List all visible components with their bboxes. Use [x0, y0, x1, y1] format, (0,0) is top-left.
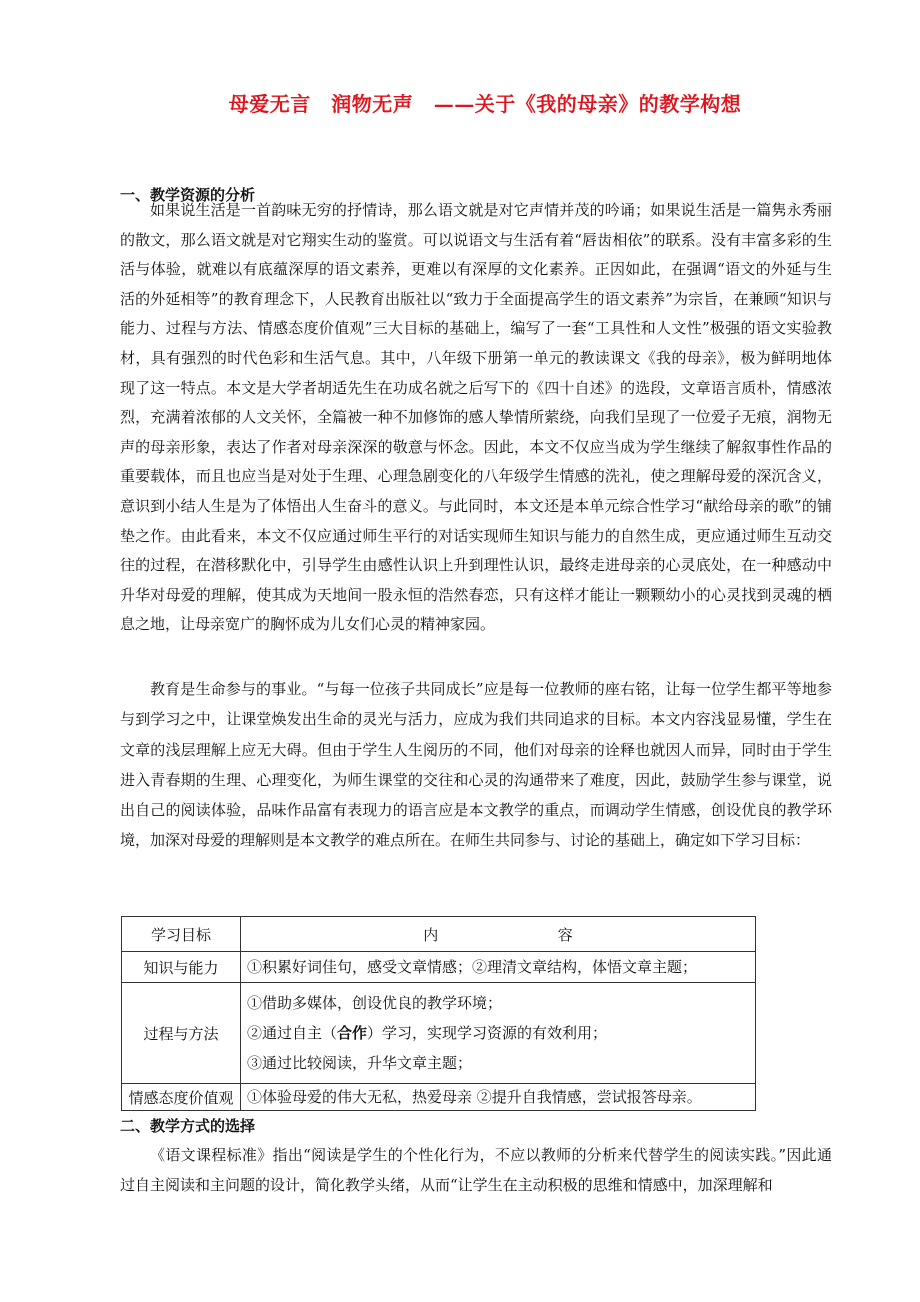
table-header-row — [122, 917, 756, 952]
header-content-char-1: 内 — [423, 925, 439, 944]
row-content-line: ①积累好词佳句，感受文章情感；②理清文章结构，体悟文章主题； — [247, 958, 698, 976]
row-label: 情感态度价值观 — [122, 1084, 241, 1111]
row-content-line: ①借助多媒体，创设优良的教学环境； — [247, 994, 503, 1012]
row-content — [241, 1084, 756, 1111]
row-content-line: ①体验母爱的伟大无私，热爱母亲 ②提升自我情感，尝试报答母亲。 — [247, 1088, 702, 1106]
row-content-line — [247, 1018, 749, 1048]
section2-paragraph1: 《语文课程标准》指出“阅读是学生的个性化行为，不应以教师的分析来代替学生的阅读实践。”因此通过自主阅读和主问题的设计，简化教学头绪，从而“让学生在主动积极的思维和情感中，加深理解和 — [120, 1146, 832, 1194]
row-content-text: ②通过自主（ — [247, 1024, 338, 1042]
section2-heading: 二、教学方式的选择 — [120, 1117, 256, 1135]
learning-goals-table — [121, 916, 756, 1111]
table-row — [122, 1084, 756, 1111]
section1-heading: 一、教学资源的分析 — [120, 186, 256, 204]
table-row — [122, 952, 756, 983]
section1-paragraph1: 如果说生活是一首韵味无穷的抒情诗，那么语文就是对它声情并茂的吟诵；如果说生活是一篇隽永秀丽的散文，那么语文就是对它翔实生动的鉴赏。可以说语文与生活有着“唇齿相依”的联系。没有丰富多彩的生活与体验，就难以有底蕴深厚的语文素养，更难以有深厚的文化素养。正因如此，在强调“语文的外延与生活的外延相等”的教育理念下，人民教育出版社以“致力于全面提高学生的语文素养”为宗旨，在兼顾“知识与能力、过程与方法、情感态度价值观”三大目标的基础上，编写了一套“工具性和人文性”极强的语文实验教材，具有强烈的时代色彩和生活气息。其中，八年级下册第一单元的教读课文《我的母亲》，极为鲜明地体现了这一特点。本文是大学者胡适先生在功成名就之后写下的《四十自述》的选段，文章语言质朴，情感浓烈，充满着浓郁的人文关怀，全篇被一种不加修饰的感人挚情所萦绕，向我们呈现了一位爱子无痕，润物无声的母亲形象，表达了作者对母亲深深的敬意与怀念。因此，本文不仅应当成为学生继续了解叙事性作品的重要载体，而且也应当是对处于生理、心理急剧变化的八年级学生情感的洗礼，使之理解母爱的深沉含义，意识到小结人生是为了体悟出人生奋斗的意义。与此同时，本文还是本单元综合性学习“献给母亲的歌”的铺垫之作。由此看来，本文不仅应通过师生平行的对话实现师生知识与能力的自然生成，更应通过师生互动交往的过程，在潜移默化中，引导学生由感性认识上升到理性认识，最终走进母亲的心灵底处，在一种感动中升华对母爱的理解，使其成为天地间一股永恒的浩然春恋，只有这样才能让一颗颗幼小的心灵找到灵魂的栖息之地，让母亲宽广的胸怀成为儿女们心灵的精神家园。 — [120, 201, 832, 634]
section1-paragraph2: 教育是生命参与的事业。“与每一位孩子共同成长”应是每一位教师的座右铭，让每一位学生都平等地参与到学习之中，让课堂焕发出生命的灵光与活力，应成为我们共同追求的目标。本文内容浅显易懂，学生在文章的浅层理解上应无大碍。但由于学生人生阅历的不同，他们对母亲的诠释也就因人而异，同时由于学生进入青春期的生理、心理变化，为师生课堂的交往和心灵的沟通带来了难度，因此，鼓励学生参与课堂，说出自己的阅读体验，品味作品富有表现力的语言应是本文教学的重点，而调动学生情感，创设优良的教学环境，加深对母爱的理解则是本文教学的难点所在。在师生共同参与、讨论的基础上，确定如下学习目标： — [120, 680, 832, 850]
row-label: 过程与方法 — [122, 983, 241, 1084]
row-content-text: ）学习，实现学习资源的有效利用； — [367, 1024, 608, 1042]
row-content — [241, 952, 756, 983]
row-content-bold-text: 合作 — [337, 1024, 368, 1042]
document-title: 母爱无言 润物无声 ——关于《我的母亲》的教学构想 — [228, 92, 742, 116]
header-goal-cell: 学习目标 — [122, 917, 241, 952]
row-content-line: ③通过比较阅读，升华文章主题； — [247, 1054, 473, 1072]
row-label: 知识与能力 — [122, 952, 241, 983]
header-content-char-2: 容 — [557, 925, 573, 944]
table-row — [122, 983, 756, 1084]
row-content — [241, 983, 756, 1084]
header-content-cell — [241, 917, 756, 952]
